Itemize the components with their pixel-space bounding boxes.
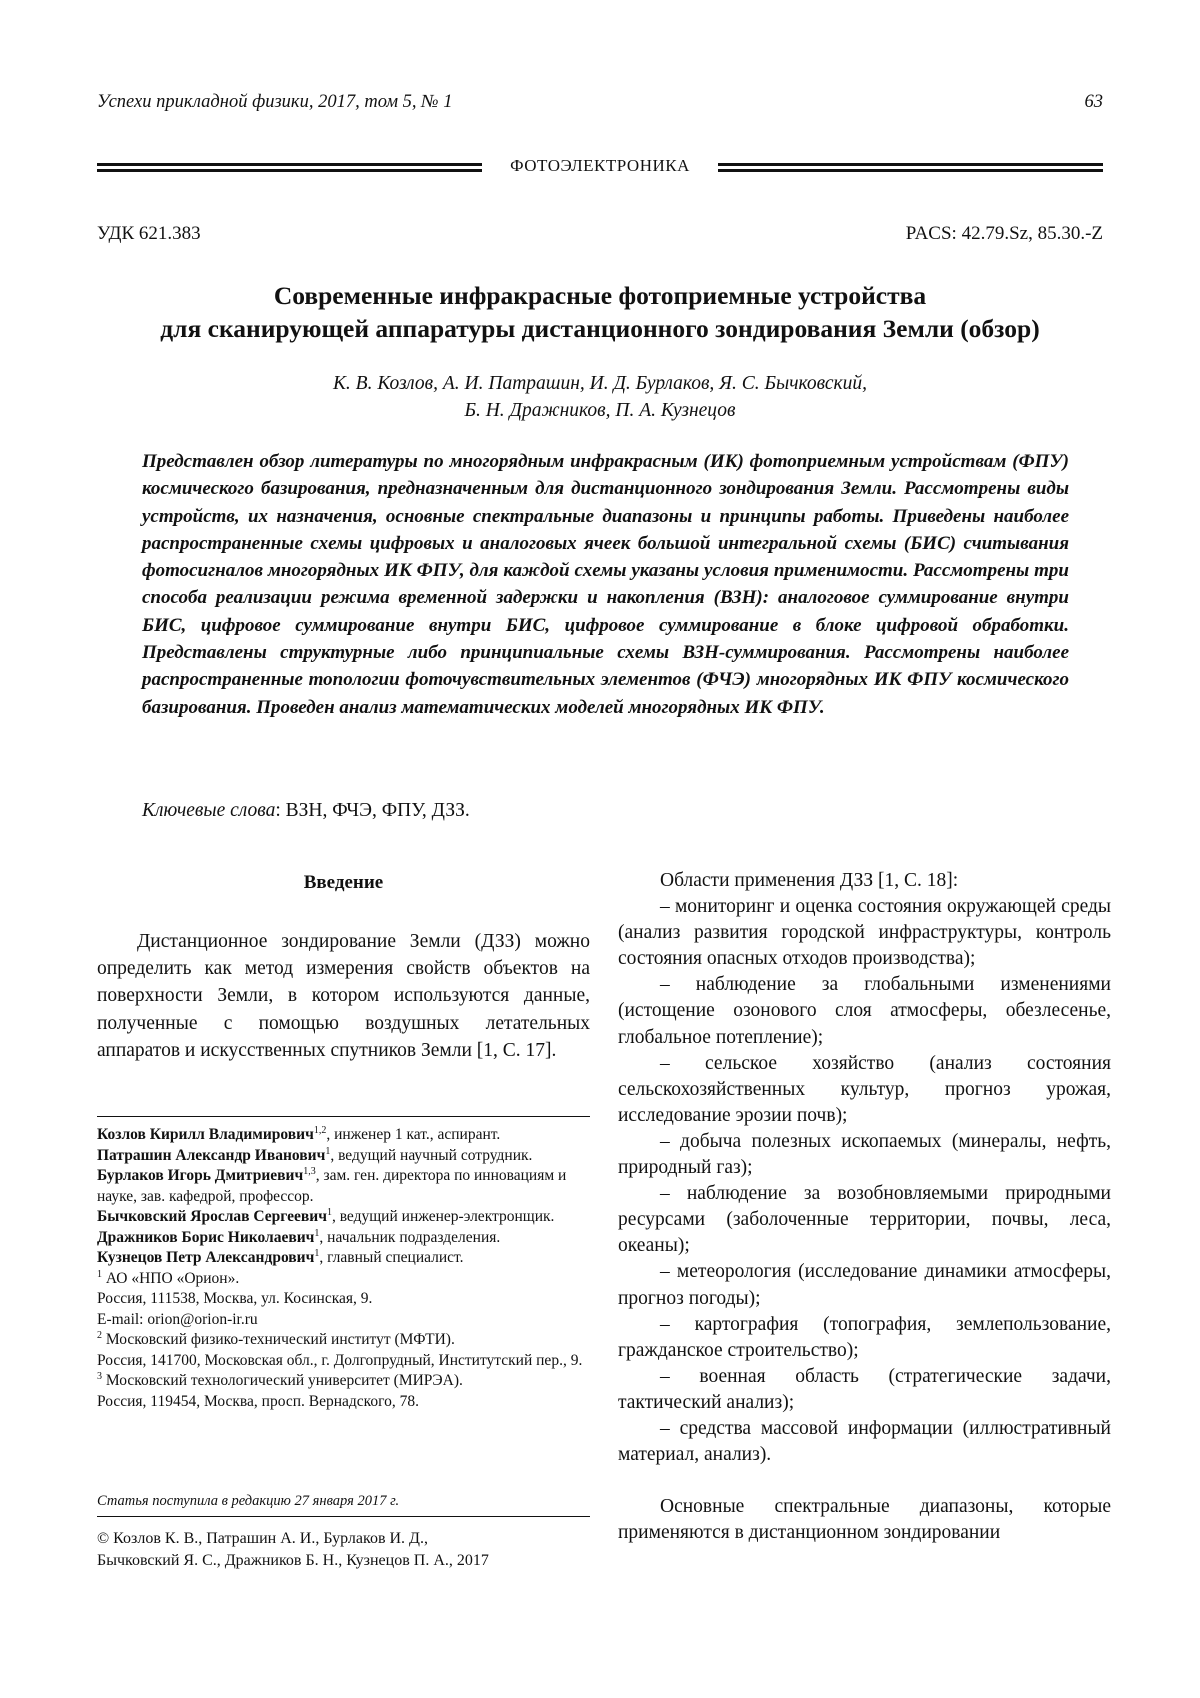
title-line-2: для сканирующей аппаратуры дистанционного зондирования Земли (обзор): [160, 314, 1040, 343]
footnote-affiliation: [97, 1269, 590, 1290]
footnote-author: [97, 1146, 590, 1167]
author-name: Бычковский Ярослав Сергеевич: [97, 1208, 327, 1225]
authors-line-2: Б. Н. Дражников, П. А. Кузнецов: [464, 400, 736, 421]
keywords-values: ВЗН, ФЧЭ, ФПУ, ДЗЗ.: [285, 800, 470, 821]
affiliation-sup: 1,2: [313, 1124, 327, 1136]
footnote-author: [97, 1248, 590, 1269]
list-item: – мониторинг и оценка состояния окружающей среды (анализ развития городской инфраструктуры, контроль состояния опасных отходов производства);: [618, 896, 1111, 970]
footnote-rule: [97, 1116, 590, 1117]
abstract: Представлен обзор литературы по многорядным инфракрасным (ИК) фотоприемным устройствам (ФПУ) космического базирования, предназначенным для дистанционного зондирования Земли. Рассмотрены виды устройств, их назначения, основные спектральные диапазоны и принципы работы. Приведены наиболее распространенные схемы цифровых и аналоговых ячеек большой интегральной схемы (БИС) считывания фотосигналов многорядных ИК ФПУ, для каждой схемы указаны условия применимости. Рассмотрены три способа реализации режима временной задержки и накопления (ВЗН): аналоговое суммирование внутри БИС, цифровое суммирование внутри БИС, цифровое суммирование в блоке цифровой обработки. Представлены структурные либо принципиальные схемы ВЗН-суммирования. Рассмотрены наиболее распространенные топологии фоточувствительных элементов (ФЧЭ) многорядных ИК ФПУ космического базирования. Проведен анализ математических моделей многорядных ИК ФПУ.: [142, 451, 1069, 718]
authors-line-1: К. В. Козлов, А. И. Патрашин, И. Д. Бурлаков, Я. С. Бычковский,: [332, 373, 867, 394]
section-title: ФОТОЭЛЕКТРОНИКА: [510, 156, 690, 175]
list-item: – наблюдение за возобновляемыми природными ресурсами (заболоченные территории, почвы, леса, океаны);: [618, 1183, 1111, 1257]
copyright: [97, 1528, 590, 1572]
affiliation-sup: 1: [314, 1227, 320, 1239]
applications-section: [618, 868, 1111, 1546]
list-item: – метеорология (исследование динамики атмосферы, прогноз погоды);: [618, 1261, 1111, 1309]
affiliation-sup: 1,3: [303, 1165, 316, 1177]
spectral-paragraph: Основные спектральные диапазоны, которые применяются в дистанционном зондировании: [618, 1496, 1111, 1544]
copyright-line-1: © Козлов К. В., Патрашин А. И., Бурлаков И. Д.,: [97, 1530, 428, 1547]
footnote-author: [97, 1166, 590, 1207]
paper-title: [97, 279, 1103, 345]
affiliation-sup: 1: [97, 1268, 102, 1280]
author-name: Кузнецов Петр Александрович: [97, 1249, 315, 1266]
title-line-1: Современные инфракрасные фотоприемные устройства: [273, 281, 927, 310]
footnote-affiliation: [97, 1330, 590, 1351]
copyright-rule: [97, 1516, 590, 1517]
footnote-author: [97, 1228, 590, 1249]
list-item: – картография (топография, землепользование, гражданское строительство);: [618, 1313, 1111, 1361]
list-item: – наблюдение за глобальными изменениями (истощение озонового слоя атмосферы, обезлесенье, глобальное потепление);: [618, 974, 1111, 1048]
introduction-paragraph: Дистанционное зондирование Земли (ДЗЗ) можно определить как метод измерения свойств объектов на поверхности Земли, в котором используются данные, полученные с помощью воздушных летательных аппаратов и искусственных спутников Земли [1, С. 17].: [97, 931, 590, 1061]
section-rule-right: [718, 163, 1103, 172]
author-role: , зам. ген. директора по инновациям и науке, зав. кафедрой, профессор.: [97, 1167, 567, 1205]
keywords-label: Ключевые слова: [142, 800, 276, 821]
list-item: – добыча полезных ископаемых (минералы, нефть, природный газ);: [618, 1130, 1111, 1179]
footnote-affiliation: [97, 1371, 590, 1392]
affiliation-name: Московский технологический университет (МИРЭА).: [102, 1372, 463, 1389]
author-role: , начальник подразделения.: [319, 1228, 501, 1246]
pacs-codes: PACS: 42.79.Sz, 85.30.-Z: [905, 223, 1103, 244]
applications-heading: Области применения ДЗЗ [1, С. 18]:: [660, 870, 959, 891]
copyright-line-2: Бычковский Я. С., Дражников Б. Н., Кузнецов П. А., 2017: [97, 1552, 489, 1569]
udk-code: УДК 621.383: [97, 223, 201, 244]
list-item: – сельское хозяйство (анализ состояния сельскохозяйственных культур, прогноз урожая, исследование эрозии почв);: [618, 1052, 1111, 1126]
affiliation-sup: 1: [314, 1247, 320, 1259]
keywords-separator: :: [275, 800, 286, 821]
footnote-author: [97, 1207, 590, 1228]
footnote-address: Россия, 141700, Московская обл., г. Долгопрудный, Институтский пер., 9.: [97, 1351, 583, 1369]
footnote-email: E-mail: orion@orion-ir.ru: [97, 1310, 258, 1328]
author-role: , ведущий инженер-электронщик.: [331, 1208, 555, 1225]
received-date: Статья поступила в редакцию 27 января 2017 г.: [97, 1493, 400, 1509]
list-item: – военная область (стратегические задачи, тактический анализ);: [618, 1365, 1111, 1413]
list-item: – средства массовой информации (иллюстративный материал, анализ).: [618, 1417, 1111, 1466]
author-name: Козлов Кирилл Владимирович: [97, 1126, 314, 1143]
author-name: Бурлаков Игорь Дмитриевич: [97, 1167, 304, 1184]
affiliation-sup: 1: [325, 1145, 331, 1157]
keywords: [142, 800, 470, 822]
footnote-author: [97, 1125, 590, 1146]
author-name: Дражников Борис Николаевич: [97, 1228, 315, 1246]
section-bar: [97, 156, 1103, 180]
author-role: , главный специалист.: [319, 1249, 464, 1266]
footnote-address: Россия, 111538, Москва, ул. Косинская, 9.: [97, 1290, 373, 1307]
introduction-heading: Введение: [303, 872, 384, 893]
running-header: [97, 92, 1103, 116]
author-role: , ведущий научный сотрудник.: [330, 1146, 533, 1164]
affiliation-sup: 1: [326, 1206, 332, 1218]
journal-reference: Успехи прикладной физики, 2017, том 5, № 1: [97, 92, 453, 112]
affiliation-name: АО «НПО «Орион».: [102, 1269, 240, 1287]
author-role: , инженер 1 кат., аспирант.: [326, 1126, 501, 1143]
author-footnotes: [97, 1125, 590, 1412]
affiliation-sup: 2: [97, 1329, 102, 1341]
author-list: [97, 370, 1103, 424]
paragraph-spacer: [618, 1468, 1111, 1494]
page-number: 63: [1084, 92, 1103, 112]
author-name: Патрашин Александр Иванович: [97, 1146, 326, 1164]
affiliation-name: Московский физико-технический институт (МФТИ).: [102, 1331, 455, 1348]
affiliation-sup: 3: [97, 1370, 102, 1382]
footnote-address: Россия, 119454, Москва, просп. Вернадского, 78.: [97, 1392, 420, 1410]
